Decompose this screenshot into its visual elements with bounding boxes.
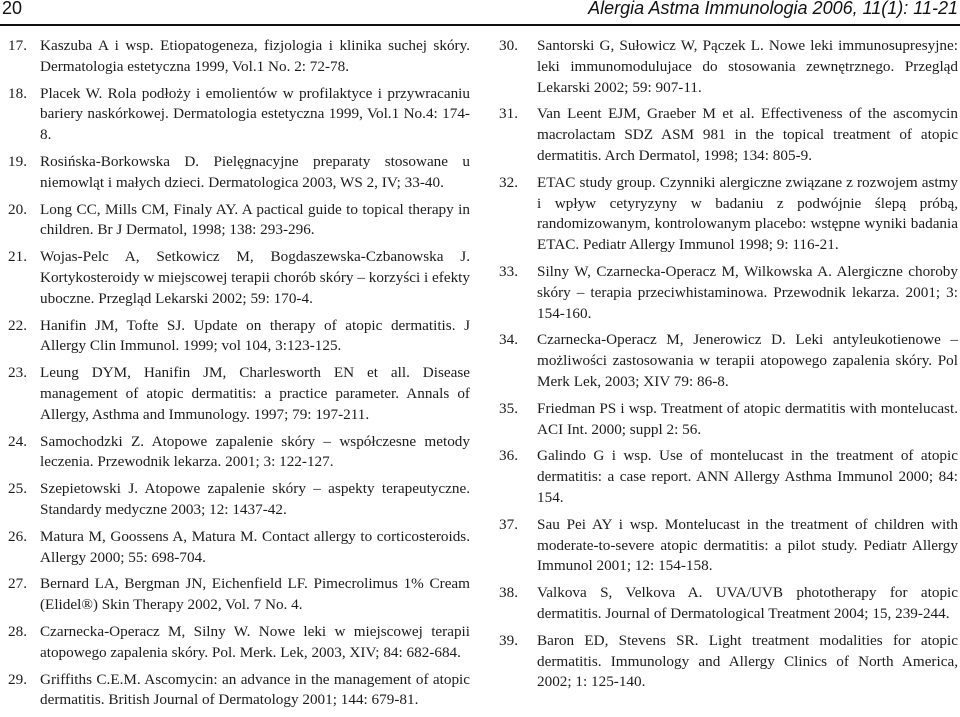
reference-text: ETAC study group. Czynniki alergiczne związane z rozwojem astmy i wpływ cetyryzyny w badaniu z podwójnie ślepą próbą, randomizowanym, kontrolowanym placebo: wstępne wyniki badania ETAC. Pediatr Allergy Immunol 1998; 9: 116-21.: [537, 173, 958, 254]
journal-title: Alergia Astma Immunologia 2006, 11(1): 11-21: [588, 0, 958, 18]
reference-text: Valkova S, Velkova A. UVA/UVB phototherapy for atopic dermatitis. Journal of Dermatological Treatment 2004; 15, 239-244.: [537, 584, 958, 622]
page-number: 20: [2, 0, 23, 18]
reference-item: [497, 330, 958, 392]
reference-text: Silny W, Czarnecka-Operacz M, Wilkowska A. Alergiczne choroby skóry – terapia przeciwhistaminowa. Przewodnik lekarza. 2001; 3: 154-160.: [537, 262, 958, 322]
reference-number: 39.: [499, 631, 518, 649]
reference-text: Kaszuba A i wsp. Etiopatogeneza, fizjologia i klinika suchej skóry. Dermatologia estetyczna 1999, Vol.1 No. 2: 72-78.: [40, 37, 470, 75]
reference-text: Griffiths C.E.M. Ascomycin: an advance in the management of atopic dermatitis. British Journal of Dermatology 2001; 144: 679-81.: [40, 670, 470, 709]
reference-number: 21.: [8, 248, 27, 266]
reference-text: Sau Pei AY i wsp. Montelucast in the treatment of children with moderate-to-severe atopic dermatitis: a pilot study. Pediatr Allergy Immunol 2001; 12: 154-158.: [537, 515, 958, 575]
reference-text: Bernard LA, Bergman JN, Eichenfield LF. Pimecrolimus 1% Cream (Elidel®) Skin Therapy 2002, Vol. 7 No. 4.: [40, 575, 470, 614]
reference-number: 19.: [8, 152, 27, 170]
reference-number: 36.: [499, 447, 518, 465]
reference-item: [497, 36, 958, 98]
reference-number: 34.: [499, 331, 518, 349]
reference-item: [0, 432, 470, 474]
reference-item: [497, 262, 958, 324]
reference-item: [497, 399, 958, 441]
reference-item: [0, 247, 470, 309]
reference-number: 37.: [499, 515, 518, 533]
reference-text: Rosińska-Borkowska D. Pielęgnacyjne preparaty stosowane u niemowląt i małych dzieci. Dermatologica 2003, WS 2, IV; 33-40.: [40, 152, 470, 191]
reference-item: [0, 622, 470, 664]
reference-text: Santorski G, Sułowicz W, Pączek L. Nowe leki immunosupresyjne: leki immunomodulujace do stosowania zewnętrznego. Przegląd Lekarski 2002; 59: 907-11.: [537, 37, 958, 96]
reference-text: Samochodzki Z. Atopowe zapalenie skóry – współczesne metody leczenia. Przewodnik lekarza. 2001; 3: 122-127.: [40, 432, 470, 471]
reference-item: [497, 446, 958, 508]
reference-number: 27.: [8, 575, 27, 593]
header-rule: [0, 24, 960, 26]
reference-number: 31.: [499, 105, 518, 123]
reference-item: [0, 200, 470, 242]
reference-number: 23.: [8, 364, 27, 382]
reference-item: [0, 574, 470, 616]
reference-item: [497, 631, 958, 693]
reference-number: 29.: [8, 670, 27, 688]
reference-item: [0, 363, 470, 425]
reference-item: [0, 84, 470, 146]
reference-number: 28.: [8, 622, 27, 640]
reference-number: 26.: [8, 527, 27, 545]
reference-item: [0, 152, 470, 194]
reference-item: [0, 479, 470, 521]
reference-item: [497, 515, 958, 577]
reference-item: [0, 670, 470, 712]
reference-item: [0, 316, 470, 358]
reference-number: 18.: [8, 84, 27, 102]
reference-text: Friedman PS i wsp. Treatment of atopic dermatitis with montelucast. ACI Int. 2000; suppl 2: 56.: [537, 399, 958, 438]
reference-item: [0, 36, 470, 78]
reference-text: Long CC, Mills CM, Finaly AY. A pactical guide to topical therapy in children. Br J Dermatol, 1998; 138: 293-296.: [40, 200, 470, 239]
reference-text: Wojas-Pelc A, Setkowicz M, Bogdaszewska-Czbanowska J. Kortykosteroidy w miejscowej terapii chorób skóry – korzyści i efekty uboczne. Przegląd Lekarski 2002; 59: 170-4.: [40, 248, 470, 307]
reference-number: 30.: [499, 37, 518, 54]
reference-text: Szepietowski J. Atopowe zapalenie skóry – aspekty terapeutyczne. Standardy medyczne 2003; 12: 1437-42.: [40, 480, 470, 518]
reference-number: 17.: [8, 37, 27, 54]
reference-text: Van Leent EJM, Graeber M et al. Effectiveness of the ascomycin macrolactam SDZ ASM 981 in the topical treatment of atopic dermatitis. Arch Dermatol, 1998; 134: 805-9.: [537, 105, 958, 164]
reference-text: Czarnecka-Operacz M, Silny W. Nowe leki w miejscowej terapii atopowego zapalenia skóry. Pol. Merk. Lek, 2003, XIV; 84: 682-684.: [40, 622, 470, 661]
reference-text: Leung DYM, Hanifin JM, Charlesworth EN et all. Disease management of atopic dermatitis: a practice parameter. Annals of Allergy, Asthma and Immunology. 1997; 79: 197-211.: [40, 364, 470, 423]
reference-item: [497, 583, 958, 625]
reference-text: Matura M, Goossens A, Matura M. Contact allergy to corticosteroids. Allergy 2000; 55: 698-704.: [40, 527, 470, 566]
reference-text: Galindo G i wsp. Use of montelucast in the treatment of atopic dermatitis: a case report. ANN Allergy Asthma Immunol 2000; 84: 154.: [537, 447, 958, 506]
reference-number: 35.: [499, 399, 518, 417]
reference-item: [0, 527, 470, 569]
page-header: [0, 0, 960, 26]
reference-number: 33.: [499, 262, 518, 280]
reference-item: [497, 173, 958, 256]
reference-number: 25.: [8, 480, 27, 498]
reference-number: 38.: [499, 584, 518, 602]
reference-number: 32.: [499, 173, 518, 191]
reference-item: [497, 104, 958, 166]
reference-number: 20.: [8, 200, 27, 218]
reference-number: 22.: [8, 316, 27, 334]
reference-text: Hanifin JM, Tofte SJ. Update on therapy of atopic dermatitis. J Allergy Clin Immunol. 1999; vol 104, 3:123-125.: [40, 316, 470, 355]
reference-number: 24.: [8, 432, 27, 450]
references-right-column: [497, 36, 958, 699]
reference-text: Placek W. Rola podłoży i emolientów w profilaktyce i przywracaniu bariery naskórkowej. Dermatologia estetyczna 1999, Vol.1 No.4: 174-8.: [40, 84, 470, 144]
reference-text: Baron ED, Stevens SR. Light treatment modalities for atopic dermatitis. Immunology and Allergy Clinics of North America, 2002; 1: 125-140.: [537, 631, 958, 691]
references-left-column: [0, 36, 470, 717]
reference-text: Czarnecka-Operacz M, Jenerowicz D. Leki antyleukotienowe – możliwości zastosowania w terapii atopowego zapalenia skóry. Pol Merk Lek, 2003; XIV 79: 86-8.: [537, 331, 958, 390]
